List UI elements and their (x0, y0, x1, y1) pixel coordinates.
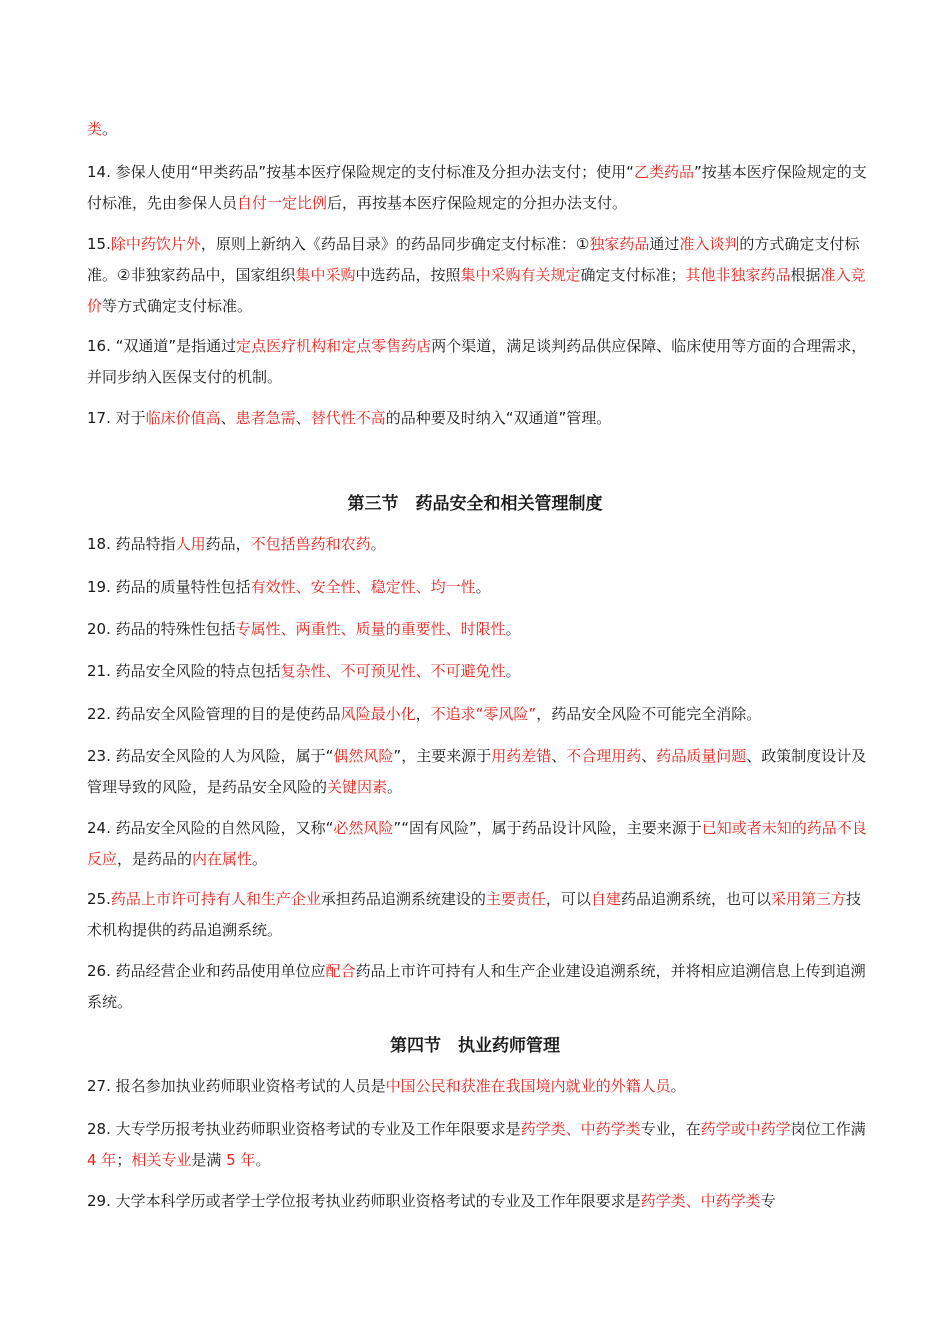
highlight-text: 偶然风险 (333, 747, 394, 765)
body-text: 、 (295, 409, 311, 427)
highlight-text: 风险最小化 (340, 705, 416, 723)
paragraph-25 (87, 884, 867, 946)
body-text: 的品种要及时纳入“双通道”管理。 (385, 409, 612, 427)
body-text: 15. (87, 235, 111, 253)
paragraph-24 (87, 813, 867, 875)
body-text: 根据 (790, 266, 821, 284)
body-text: 、 (220, 409, 236, 427)
highlight-text: 必然风险 (333, 819, 394, 837)
body-text: 29. 大学本科学历或者学士学位报考执业药师职业资格考试的专业及工作年限要求是 (87, 1192, 641, 1210)
body-text: 药品上市许可持有人和生产企业建设追溯系统，并将相应追溯信息上传到追溯系统。 (87, 962, 866, 1011)
highlight-text: 相关专业 (131, 1151, 192, 1169)
body-text: 、 (551, 747, 567, 765)
highlight-text: 4 年 (87, 1151, 117, 1169)
paragraph-15 (87, 229, 867, 322)
paragraph-18 (87, 529, 867, 560)
highlight-text: 用药差错 (491, 747, 552, 765)
body-text: 14. 参保人使用“甲类药品”按基本医疗保险规定的支付标准及分担办法支付；使用“ (87, 163, 634, 181)
body-text: 技术机构提供的药品追溯系统。 (87, 890, 861, 939)
highlight-text: 定点医疗机构和定点零售药店 (236, 337, 432, 355)
body-text: 16. “双通道”是指通过 (87, 337, 237, 355)
body-text: 18. 药品特指 (87, 535, 176, 553)
highlight-text: 集中采购 (295, 266, 356, 284)
highlight-text: 药品上市许可持有人和生产企业 (110, 890, 321, 908)
body-text: 是满 (191, 1151, 227, 1169)
paragraph-17 (87, 403, 867, 434)
highlight-text: 临床价值高 (145, 409, 221, 427)
body-text: ， (415, 705, 431, 723)
body-text: 。 (102, 120, 118, 138)
body-text: 23. 药品安全风险的人为风险，属于“ (87, 747, 334, 765)
body-text: 25. (87, 890, 111, 908)
highlight-text: 配合 (325, 962, 356, 980)
body-text: 。 (505, 620, 521, 638)
body-text: 承担药品追溯系统建设的 (320, 890, 486, 908)
highlight-text: 中国公民和获准在我国境内就业的外籍人员 (385, 1077, 671, 1095)
highlight-text: 专属性、两重性、质量的重要性、时限性 (235, 620, 506, 638)
highlight-text: 药品质量问题 (656, 747, 747, 765)
body-text: 19. 药品的质量特性包括 (87, 578, 251, 596)
paragraph-19 (87, 572, 867, 603)
highlight-text: 独家药品 (589, 235, 650, 253)
paragraph-26 (87, 956, 867, 1018)
body-text: 。 (370, 535, 386, 553)
highlight-text: 复杂性、不可预见性、不可避免性 (280, 662, 506, 680)
body-text: ，可以 (545, 890, 591, 908)
paragraph-21 (87, 656, 867, 687)
highlight-text: 不合理用药 (566, 747, 642, 765)
highlight-text: 有效性、安全性、稳定性、均一性 (250, 578, 476, 596)
highlight-text: 药学或中药学 (700, 1120, 791, 1138)
highlight-text: 已知或者未知的药品不良反应 (87, 819, 867, 868)
highlight-text: 5 年 (226, 1151, 256, 1169)
highlight-text: 不追求“零风险” (430, 705, 537, 723)
body-text: 药品， (205, 535, 251, 553)
highlight-text: 关键因素 (327, 778, 388, 796)
highlight-text: 除中药饮片外 (110, 235, 201, 253)
paragraph-23 (87, 741, 867, 803)
highlight-text: 准入竞价 (87, 266, 866, 315)
body-text: 。 (255, 1151, 271, 1169)
paragraph-14 (87, 157, 867, 219)
paragraph-28 (87, 1114, 867, 1176)
body-text: 27. 报名参加执业药师职业资格考试的人员是 (87, 1077, 386, 1095)
body-text: 20. 药品的特殊性包括 (87, 620, 236, 638)
body-text: 。 (670, 1077, 686, 1095)
body-text: 中选药品，按照 (355, 266, 461, 284)
body-text: 24. 药品安全风险的自然风险，又称“ (87, 819, 334, 837)
paragraph-22 (87, 699, 867, 730)
highlight-text: 替代性不高 (310, 409, 386, 427)
paragraph-13-tail (87, 114, 867, 145)
paragraph-27 (87, 1071, 867, 1102)
body-text: 。 (387, 778, 403, 796)
body-text: ”“固有风险”，属于药品设计风险，主要来源于 (393, 819, 702, 837)
body-text: 。 (475, 578, 491, 596)
highlight-text: 准入谈判 (679, 235, 740, 253)
highlight-text: 药学类、中药学类 (520, 1120, 641, 1138)
body-text: ； (116, 1151, 132, 1169)
body-text: 28. 大专学历报考执业药师职业资格考试的专业及工作年限要求是 (87, 1120, 521, 1138)
highlight-text: 不包括兽药和农药 (250, 535, 371, 553)
section-heading-3: 第三节 药品安全和相关管理制度 (347, 494, 603, 514)
highlight-text: 自建 (590, 890, 621, 908)
highlight-text: 内在属性 (192, 850, 253, 868)
body-text: 、 (641, 747, 657, 765)
body-text: 。 (505, 662, 521, 680)
highlight-text: 自付一定比例 (237, 194, 328, 212)
body-text: 等方式确定支付标准。 (102, 297, 253, 315)
highlight-text: 人用 (175, 535, 206, 553)
highlight-text: 药学类、中药学类 (640, 1192, 761, 1210)
paragraph-16 (87, 331, 867, 393)
highlight-text: 其他非独家药品 (685, 266, 791, 284)
body-text: 21. 药品安全风险的特点包括 (87, 662, 281, 680)
body-text: 药品追溯系统，也可以 (620, 890, 771, 908)
body-text: ，是药品的 (117, 850, 193, 868)
body-text: ”，主要来源于 (393, 747, 492, 765)
body-text: 两个渠道，满足谈判药品供应保障、临床使用等方面的合理需求，并同步纳入医保支付的机制。 (87, 337, 867, 386)
section-heading-4: 第四节 执业药师管理 (390, 1036, 560, 1056)
body-text: 。 (252, 850, 268, 868)
body-text: 岗位工作满 (790, 1120, 866, 1138)
body-text: 的方式确定支付标准。②非独家药品中，国家组织 (87, 235, 860, 284)
highlight-text: 主要责任 (485, 890, 546, 908)
body-text: 专 (760, 1192, 776, 1210)
body-text: ，药品安全风险不可能完全消除。 (536, 705, 762, 723)
body-text: ，原则上新纳入《药品目录》的药品同步确定支付标准：① (200, 235, 590, 253)
highlight-text: 患者急需 (235, 409, 296, 427)
paragraph-29 (87, 1186, 867, 1217)
body-text: 17. 对于 (87, 409, 146, 427)
body-text: 专业，在 (640, 1120, 701, 1138)
body-text: 22. 药品安全风险管理的目的是使药品 (87, 705, 341, 723)
highlight-text: 采用第三方 (770, 890, 846, 908)
body-text: 26. 药品经营企业和药品使用单位应 (87, 962, 326, 980)
body-text: ”按基本医疗保险规定的支付标准，先由参保人员 (87, 163, 867, 212)
paragraph-20 (87, 614, 867, 645)
body-text: 、政策制度设计及管理导致的风险，是药品安全风险的 (87, 747, 867, 796)
highlight-text: 类 (87, 120, 103, 138)
highlight-text: 集中采购有关规定 (460, 266, 581, 284)
highlight-text: 乙类药品 (633, 163, 694, 181)
body-text: 确定支付标准； (580, 266, 686, 284)
body-text: 通过 (649, 235, 680, 253)
body-text: 后，再按基本医疗保险规定的分担办法支付。 (327, 194, 628, 212)
